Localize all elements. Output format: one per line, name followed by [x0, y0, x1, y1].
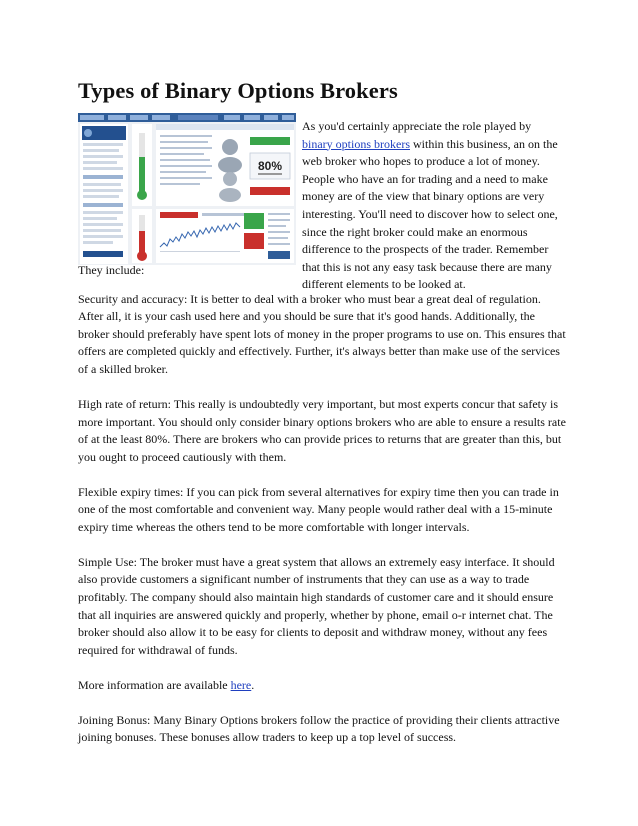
- binary-options-brokers-link[interactable]: binary options brokers: [302, 136, 410, 151]
- paragraph-security: Security and accuracy: It is better to deal with a broker who must bear a great deal of regulation. After all, it is your cash used here and you should be sure that it's good hands. Additionally, the broker should preferably have spent lots of money in the proper programs to use on. This ensures that offers are completed quickly and effectively. Further, it's always better than make use of the services of a skilled broker.: [78, 291, 566, 376]
- article-title: Types of Binary Options Brokers: [78, 78, 398, 103]
- intro-text-before: As you'd certainly appreciate the role played by: [302, 119, 532, 133]
- paragraph-more-info: [78, 677, 568, 695]
- trading-platform-screenshot-icon: [78, 113, 296, 265]
- article-body: [78, 262, 568, 764]
- more-info-text: More information are available: [78, 677, 231, 692]
- more-info-period: .: [251, 677, 255, 692]
- paragraph-simple-use: Simple Use: The broker must have a great system that allows an extremely easy interface. It should also provide customers a significant number of instruments that they can use as a way to trade profitably. The company should also maintain high standards of customer care and it should ensure that all inquiries are answered quickly and properly, whether by phone, email o-r internet chat. The broker should also allow it to be easy for clients to deposit and withdraw money, without any fees required for withdrawal of funds.: [78, 554, 555, 657]
- here-link[interactable]: here: [230, 677, 252, 692]
- paragraph-rate-of-return: High rate of return: This really is undoubtedly very important, but most experts concur that safety is more important. You should only consider binary options brokers who are able to ensure a results rate of at the least 80%. There are brokers who can provide prices to returns that are greater than this, but you ought to proceed cautiously with them.: [78, 396, 566, 464]
- payout-percentage-text: 80%: [257, 159, 283, 173]
- paragraph-joining-bonus: Joining Bonus: Many Binary Options brokers follow the practice of providing their clients attractive joining bonuses. These bonuses allow traders to keep up a top level of success.: [78, 712, 560, 745]
- paragraph-expiry-times: Flexible expiry times: If you can pick from several alternatives for expiry time then you can trade in one of the most comfortable and convenient way. Many people would rather deal with a 15-minute expiry time whereas the others tend to be more comfortable with longer intervals.: [78, 484, 559, 534]
- paragraph-they-include: They include:: [78, 263, 145, 277]
- trading-platform-screenshot-image: [78, 113, 296, 265]
- intro-text-after: within this business, an on the web broker who hopes to produce a lot of money. People who have an for trading and a need to make money are of the view that binary options are very interesting. You'll need to discover how to select one, since the right broker could make an enormous difference to the prospects of the trader. Remember that this is not any easy task because there are many different elements to be looked at.: [302, 136, 558, 292]
